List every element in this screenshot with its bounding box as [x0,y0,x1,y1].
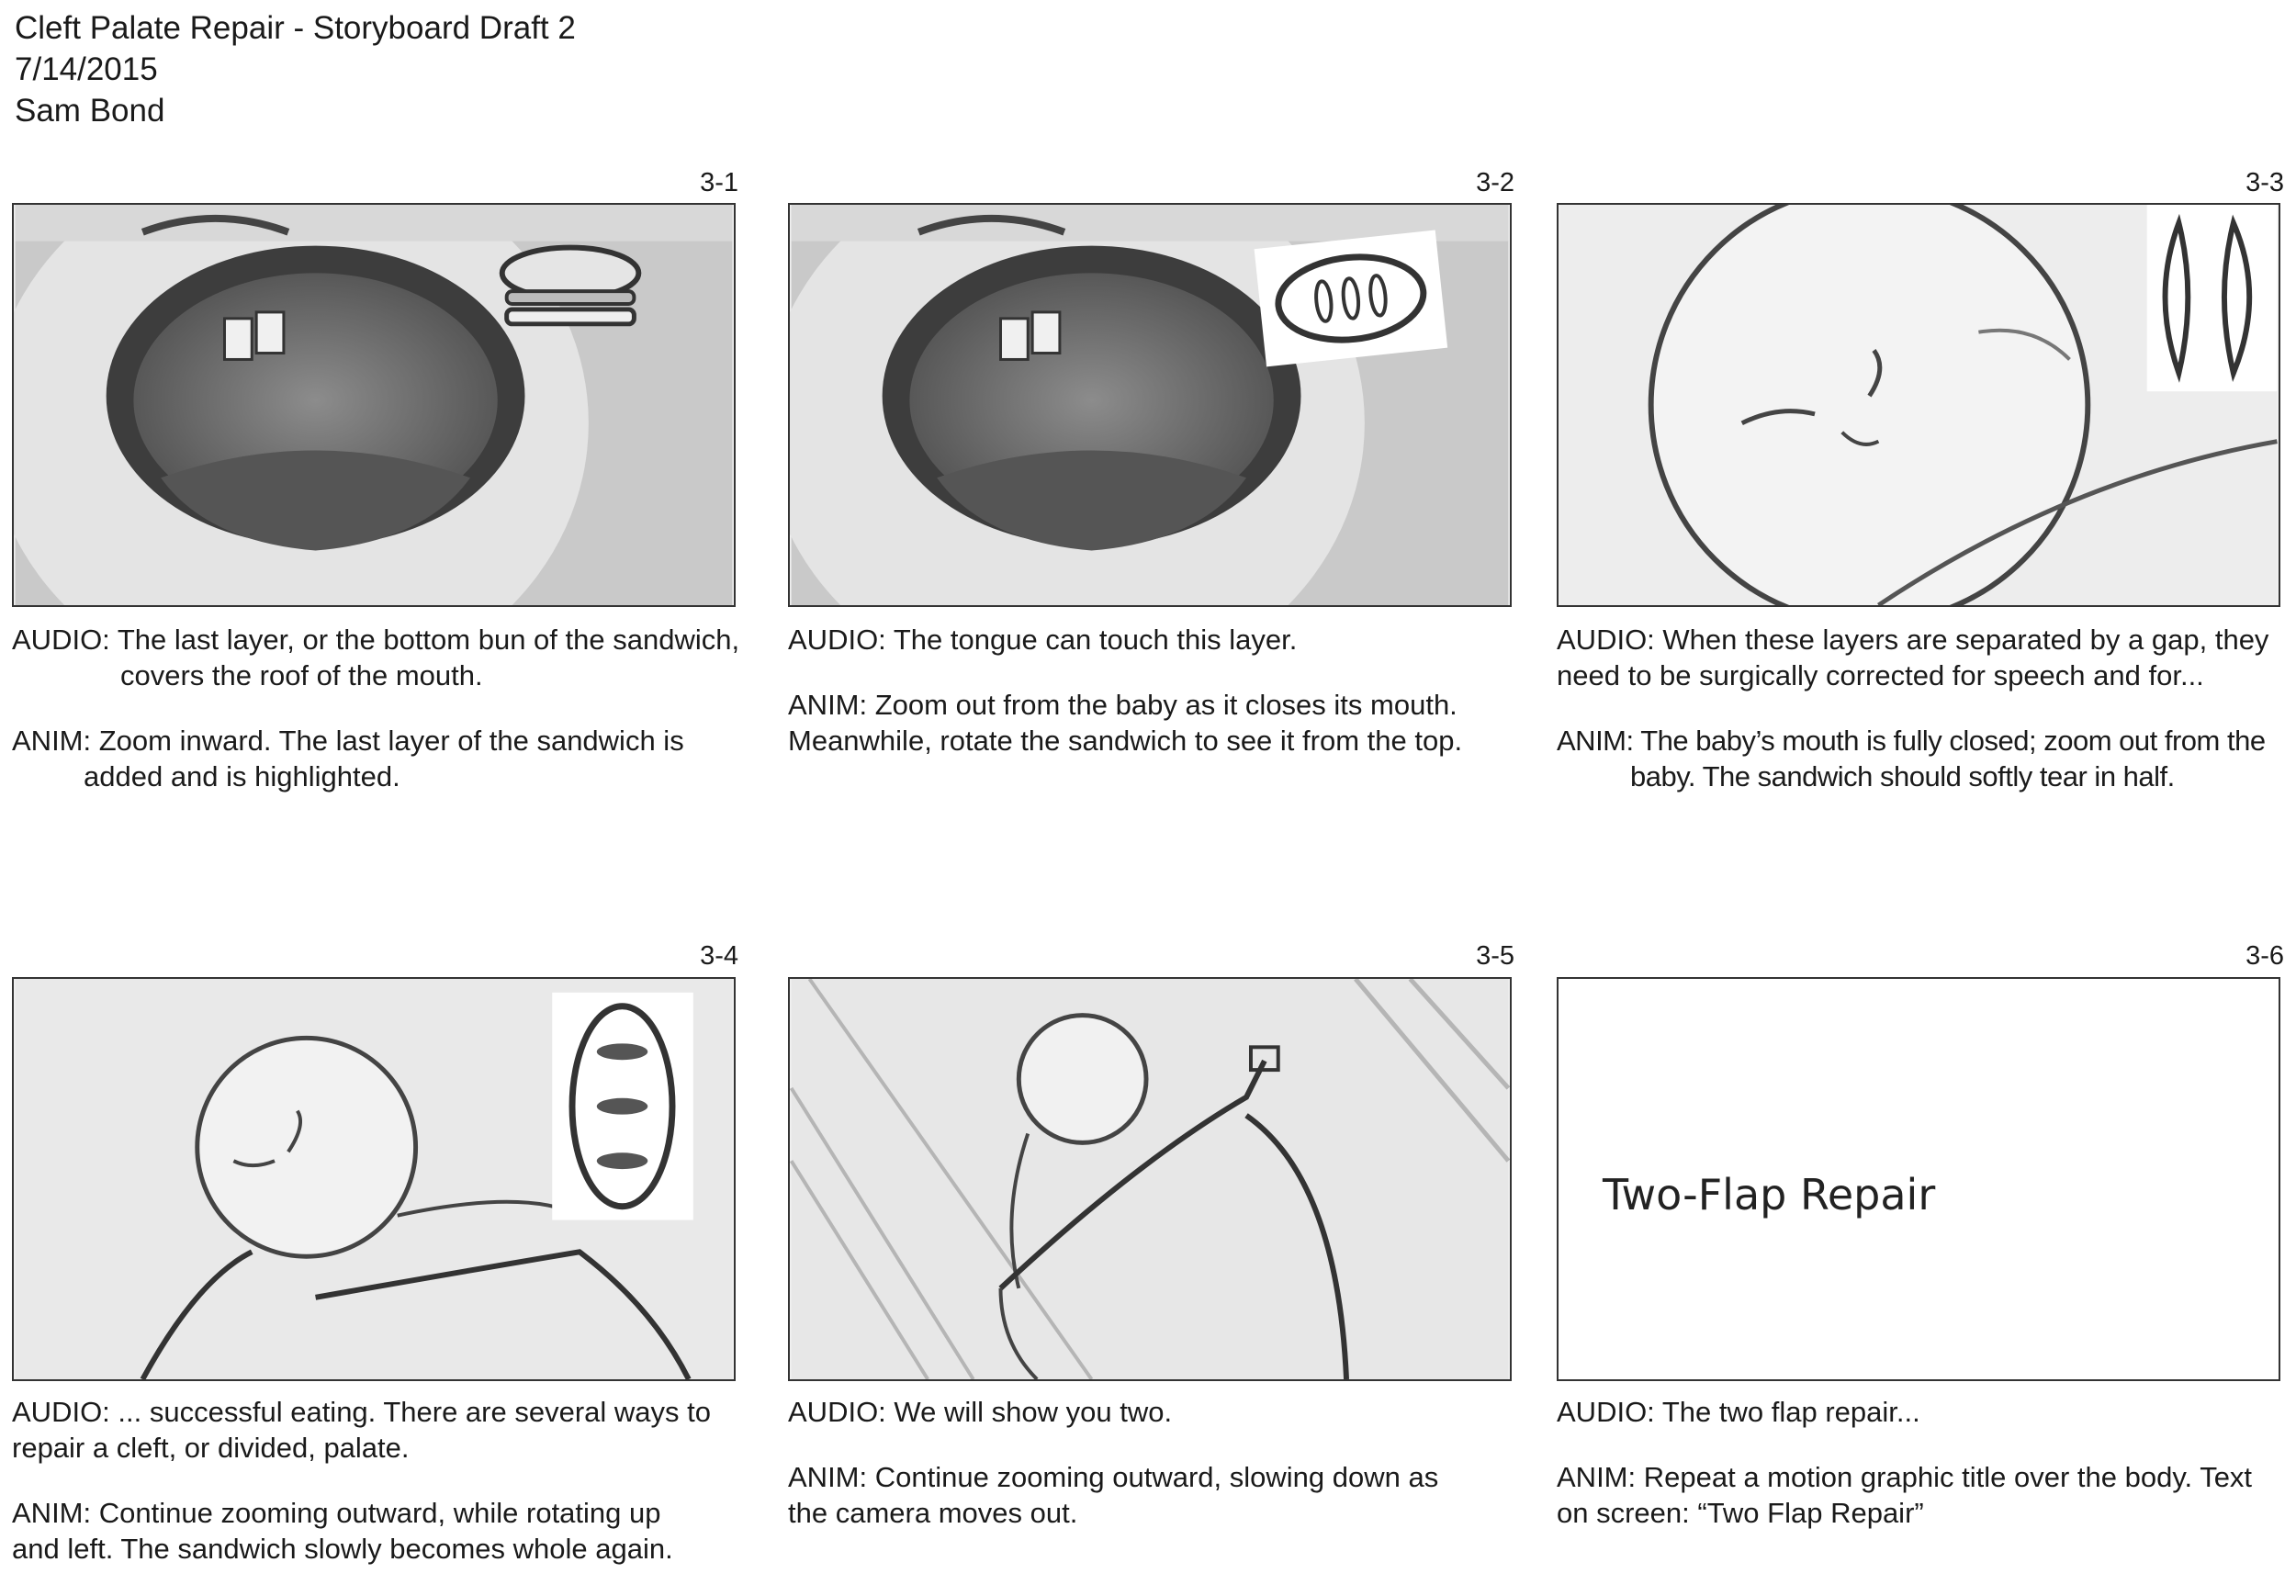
sandwich-whole-icon [552,993,693,1220]
audio-text: When these layers are separated by a gap, they [1662,624,2269,656]
panel-caption-3-1 [12,622,747,824]
audio-text-cont: repair a cleft, or divided, palate. [12,1432,410,1464]
panel-frame-3-6 [1557,977,2280,1381]
sandwich-side-icon [502,248,639,324]
panel-number: 3-1 [700,168,738,197]
storyboard-title: Cleft Palate Repair - Storyboard Draft 2 [15,10,576,46]
anim-text-cont: on screen: “Two Flap Repair” [1557,1497,1924,1529]
audio-label: AUDIO: [12,624,110,656]
panel-number: 3-4 [700,941,738,971]
panel-caption-3-6 [1557,1394,2291,1560]
baby-face-sketch [1559,205,2279,605]
audio-text-cont: need to be surgically corrected for speech and for... [1557,659,2204,691]
anim-label: ANIM: [12,725,92,757]
anim-label: ANIM: [12,1497,92,1529]
storyboard-author: Sam Bond [15,93,165,129]
storyboard-date: 7/14/2015 [15,51,158,87]
audio-label: AUDIO: [788,624,886,656]
panel-caption-3-4 [12,1394,747,1596]
sandwich-top-icon [1255,230,1448,367]
panel-frame-3-5 [788,977,1512,1381]
panel-number: 3-3 [2245,168,2284,197]
panel-number: 3-5 [1476,941,1514,971]
audio-label: AUDIO: [1557,624,1655,656]
anim-text-cont: the camera moves out. [788,1497,1078,1529]
panel-frame-3-3 [1557,203,2280,607]
baby-wrapped-sketch [790,979,1510,1379]
title-card-text: Two-Flap Repair [1603,1170,1936,1219]
audio-text: ... successful eating. There are several ways to [118,1396,711,1428]
audio-text: The last layer, or the bottom bun of the sandwich, [117,624,740,656]
anim-label: ANIM: [1557,725,1634,757]
anim-text-cont: added and is highlighted. [84,760,400,792]
anim-text: Zoom out from the baby as it closes its mouth. [874,689,1458,721]
anim-text: Continue zooming outward, slowing down as [874,1461,1439,1493]
audio-text: We will show you two. [894,1396,1173,1428]
anim-label: ANIM: [1557,1461,1637,1493]
mouth-open-sketch [14,205,734,605]
panel-caption-3-2 [788,622,1523,788]
anim-text: Repeat a motion graphic title over the body. Text [1643,1461,2253,1493]
audio-text: The tongue can touch this layer. [893,624,1298,656]
panel-frame-3-4 [12,977,736,1381]
audio-text-cont: covers the roof of the mouth. [120,659,483,691]
anim-label: ANIM: [788,1461,868,1493]
anim-text-cont: and left. The sandwich slowly becomes whole again. [12,1533,673,1565]
panel-number: 3-6 [2245,941,2284,971]
panel-number: 3-2 [1476,168,1514,197]
anim-text: Zoom inward. The last layer of the sandwich is [98,725,684,757]
anim-text: The baby’s mouth is fully closed; zoom out from the [1640,725,2266,757]
panel-frame-3-2 [788,203,1512,607]
audio-label: AUDIO: [1557,1396,1655,1428]
anim-text-cont: baby. The sandwich should softly tear in half. [1630,760,2175,792]
panel-frame-3-1 [12,203,736,607]
audio-label: AUDIO: [12,1396,110,1428]
anim-text-cont: Meanwhile, rotate the sandwich to see it from the top. [788,725,1463,757]
baby-body-sketch [14,979,734,1379]
storyboard-header [15,7,576,131]
panel-caption-3-5 [788,1394,1523,1560]
panel-caption-3-3 [1557,622,2291,824]
audio-label: AUDIO: [788,1396,886,1428]
anim-text: Continue zooming outward, while rotating up [98,1497,661,1529]
anim-label: ANIM: [788,689,868,721]
audio-text: The two flap repair... [1661,1396,1920,1428]
sandwich-torn-icon [2147,205,2278,391]
mouth-open-sketch [790,205,1510,605]
